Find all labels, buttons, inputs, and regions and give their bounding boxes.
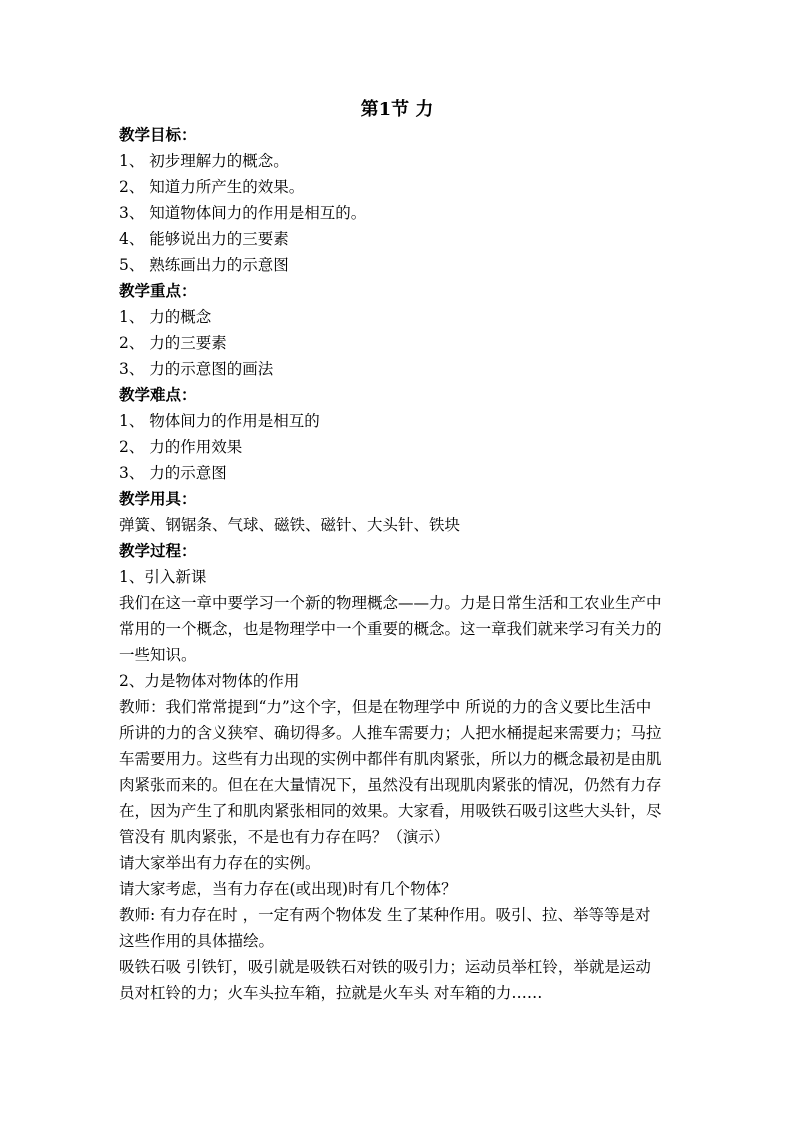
document-body bbox=[119, 122, 684, 1006]
difficulty-item: 1、 物体间力的作用是相互的 bbox=[119, 412, 320, 430]
paragraph-line: 管没有 肌肉紧张，不是也有力存在吗？（演示） bbox=[119, 828, 450, 846]
objectives-heading: 教学目标： bbox=[119, 125, 197, 144]
key-point-item: 1、 力的概念 bbox=[119, 308, 212, 326]
objective-item: 4、 能够说出力的三要素 bbox=[119, 230, 289, 248]
paragraph-line: 车需要用力。这些有力出现的实例中都伴有肌肉紧张，所以力的概念最初是由肌 bbox=[119, 750, 662, 768]
paragraph-line: 教师：我们常常提到“力”这个字，但是在物理学中 所说的力的含义要比生活中 bbox=[119, 698, 652, 716]
key-point-item: 3、 力的示意图的画法 bbox=[119, 360, 274, 378]
tools-list: 弹簧、钢锯条、气球、磁铁、磁针、大头针、铁块 bbox=[119, 516, 461, 534]
paragraph-line: 我们在这一章中要学习一个新的物理概念——力。力是日常生活和工农业生产中 bbox=[119, 594, 662, 612]
key-points-heading: 教学重点： bbox=[119, 281, 197, 300]
objective-item: 1、 初步理解力的概念。 bbox=[119, 152, 289, 170]
difficulties-heading: 教学难点： bbox=[119, 385, 197, 404]
difficulty-item: 3、 力的示意图 bbox=[119, 464, 227, 482]
paragraph-line: 一些知识。 bbox=[119, 646, 197, 664]
section-title-force-interaction: 2、力是物体对物体的作用 bbox=[119, 672, 300, 690]
paragraph-line: 所讲的力的含义狭窄、确切得多。人推车需要力；人把水桶提起来需要力；马拉 bbox=[119, 724, 662, 742]
paragraph-line: 教师: 有力存在时 ，一定有两个物体发 生了某种作用。吸引、拉、举等等是对 bbox=[119, 906, 651, 924]
objective-item: 3、 知道物体间力的作用是相互的。 bbox=[119, 204, 367, 222]
section-title-intro: 1、引入新课 bbox=[119, 568, 207, 586]
paragraph-line: 员对杠铃的力；火车头拉车箱，拉就是火车头 对车箱的力…… bbox=[119, 984, 543, 1002]
paragraph-line: 吸铁石吸 引铁钉，吸引就是吸铁石对铁的吸引力；运动员举杠铃，举就是运动 bbox=[119, 958, 651, 976]
paragraph-line: 这些作用的具体描绘。 bbox=[119, 932, 275, 950]
key-point-item: 2、 力的三要素 bbox=[119, 334, 227, 352]
process-heading: 教学过程： bbox=[119, 541, 197, 560]
difficulty-item: 2、 力的作用效果 bbox=[119, 438, 243, 456]
tools-heading: 教学用具： bbox=[119, 489, 197, 508]
paragraph-line: 请大家举出有力存在的实例。 bbox=[119, 854, 321, 872]
objective-item: 5、 熟练画出力的示意图 bbox=[119, 256, 289, 274]
paragraph-line: 请大家考虑，当有力存在(或出现)时有几个物体？ bbox=[119, 880, 457, 898]
objective-item: 2、 知道力所产生的效果。 bbox=[119, 178, 305, 196]
paragraph-line: 肉紧张而来的。但在在大量情况下，虽然没有出现肌肉紧张的情况，仍然有力存 bbox=[119, 776, 662, 794]
paragraph-line: 在，因为产生了和肌肉紧张相同的效果。大家看，用吸铁石吸引这些大头针，尽 bbox=[119, 802, 662, 820]
paragraph-line: 常用的一个概念，也是物理学中一个重要的概念。这一章我们就来学习有关力的 bbox=[119, 620, 662, 638]
page-title: 第1节 力 bbox=[360, 99, 434, 120]
